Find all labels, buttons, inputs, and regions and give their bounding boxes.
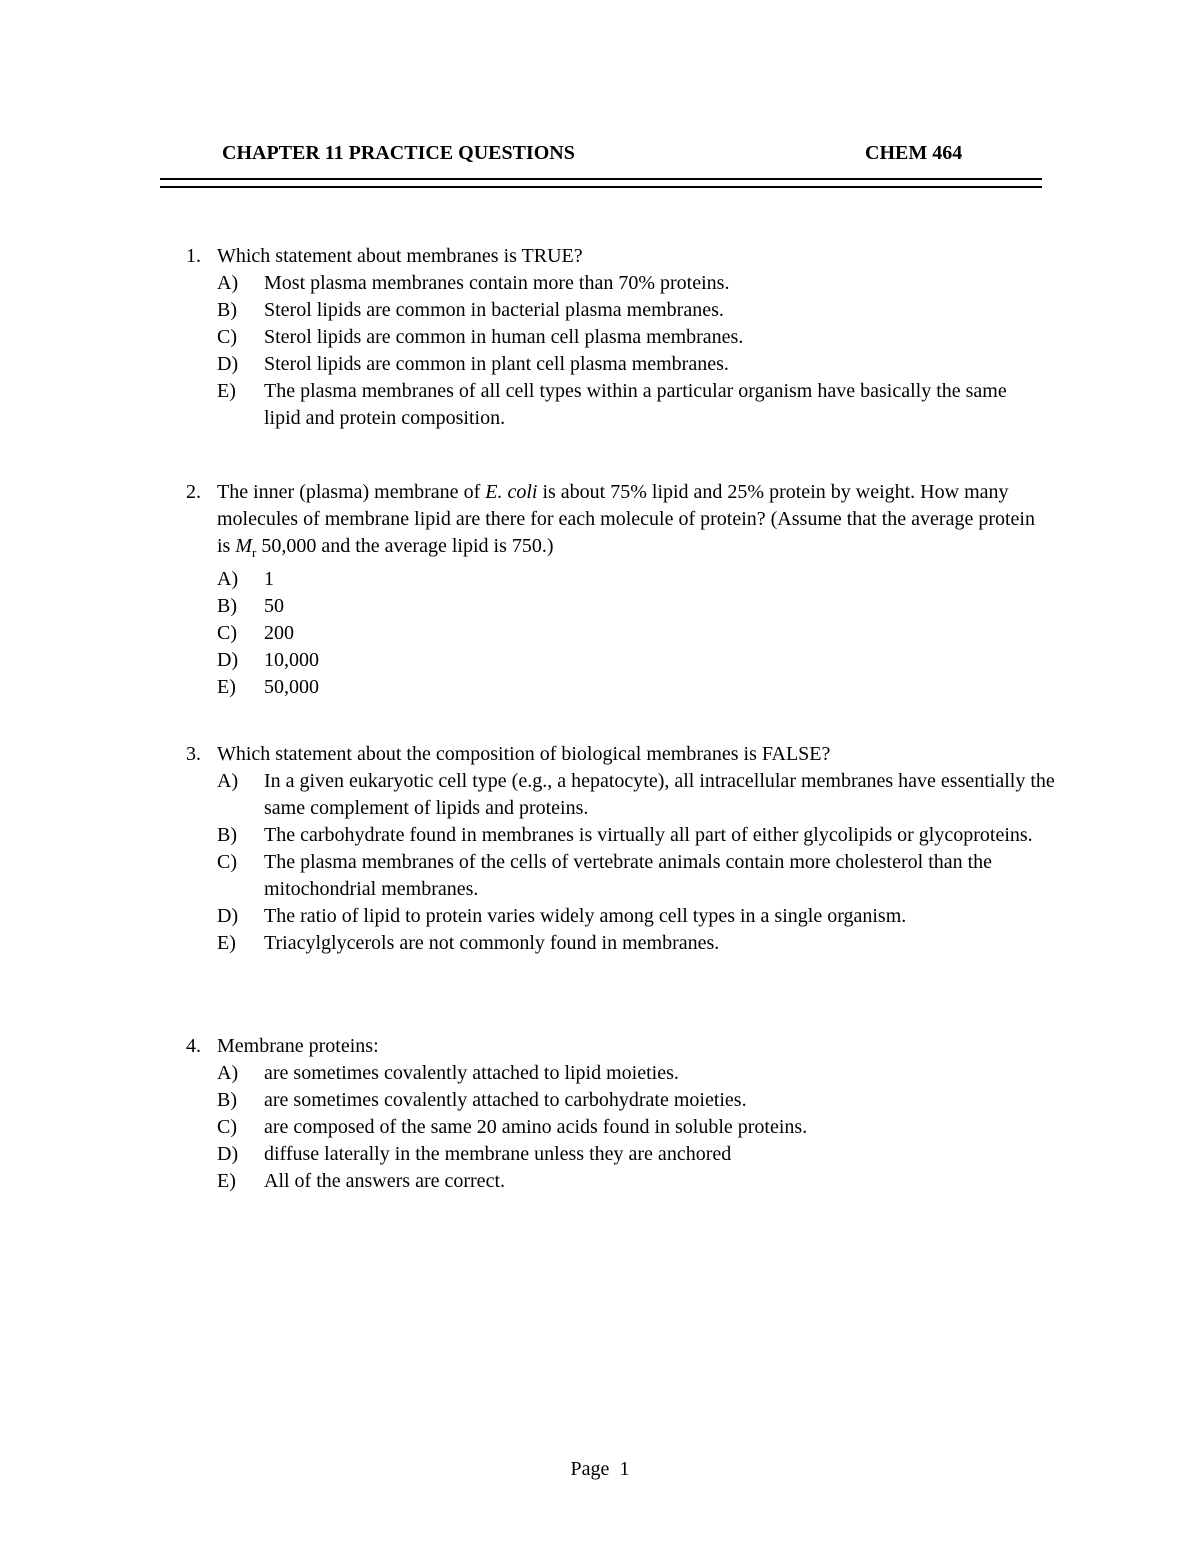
option-letter: B) [217, 299, 237, 321]
option-letter: A) [217, 272, 239, 294]
option-letter: B) [217, 595, 237, 617]
option-letter: B) [217, 1089, 237, 1111]
answer-option [186, 903, 1066, 930]
option-text: are sometimes covalently attached to lipid moieties. [264, 1062, 679, 1084]
question-text-part: is about 75% lipid and 25% protein by weight. How many molecules of membrane lipid are there for each molecule of protein? (Assume that the average protein is [217, 481, 1035, 557]
option-letter: E) [217, 1170, 236, 1192]
option-text: In a given eukaryotic cell type (e.g., a hepatocyte), all intracellular membranes have essentially the same complement of lipids and proteins. [264, 770, 1055, 819]
question-stem [186, 479, 1066, 566]
answer-option [186, 1087, 1066, 1114]
question-number: 1. [186, 245, 201, 267]
answer-options [186, 270, 1066, 432]
question-text: Which statement about membranes is TRUE? [217, 245, 583, 267]
answer-options [186, 768, 1066, 957]
question-1 [186, 243, 1066, 432]
question-stem [186, 243, 1066, 270]
question-text: Which statement about the composition of biological membranes is FALSE? [217, 743, 831, 765]
answer-option [186, 768, 1066, 822]
page-label: Page [570, 1458, 610, 1480]
answer-option [186, 1168, 1066, 1195]
answer-option [186, 647, 1066, 674]
answer-option [186, 930, 1066, 957]
page-number: 1 [619, 1458, 630, 1480]
option-text: The carbohydrate found in membranes is virtually all part of either glycolipids or glycoproteins. [264, 824, 1033, 846]
option-letter: E) [217, 932, 236, 954]
option-letter: A) [217, 568, 239, 590]
question-3 [186, 741, 1066, 957]
question-text: Membrane proteins: [217, 1035, 379, 1057]
answer-option [186, 297, 1066, 324]
relative-mass-subscript: r [252, 545, 257, 560]
option-text: All of the answers are correct. [264, 1170, 505, 1192]
option-letter: C) [217, 1116, 237, 1138]
option-letter: D) [217, 905, 239, 927]
option-letter: E) [217, 676, 236, 698]
option-letter: D) [217, 1143, 239, 1165]
option-text: 50 [264, 595, 284, 617]
answer-option [186, 566, 1066, 593]
answer-option [186, 270, 1066, 297]
option-text: Sterol lipids are common in human cell plasma membranes. [264, 326, 744, 348]
question-2 [186, 479, 1066, 701]
option-text: are composed of the same 20 amino acids found in soluble proteins. [264, 1116, 808, 1138]
option-letter: A) [217, 1062, 239, 1084]
question-stem [186, 1033, 1066, 1060]
option-text: 200 [264, 622, 294, 644]
option-letter: E) [217, 380, 236, 402]
answer-options [186, 566, 1066, 701]
answer-option [186, 1114, 1066, 1141]
document-header [222, 142, 982, 170]
header-double-rule [160, 178, 1042, 188]
option-text: The plasma membranes of the cells of vertebrate animals contain more cholesterol than the mitochondrial membranes. [264, 851, 993, 900]
option-letter: D) [217, 353, 239, 375]
option-text: Sterol lipids are common in plant cell plasma membranes. [264, 353, 729, 375]
answer-option [186, 620, 1066, 647]
answer-option [186, 1141, 1066, 1168]
option-letter: C) [217, 851, 237, 873]
option-text: Most plasma membranes contain more than 70% proteins. [264, 272, 730, 294]
option-text: The ratio of lipid to protein varies widely among cell types in a single organism. [264, 905, 907, 927]
question-4 [186, 1033, 1066, 1195]
option-text: Sterol lipids are common in bacterial plasma membranes. [264, 299, 724, 321]
question-number: 4. [186, 1035, 201, 1057]
answer-option [186, 822, 1066, 849]
option-text: 50,000 [264, 676, 319, 698]
option-text: 1 [264, 568, 274, 590]
answer-option [186, 351, 1066, 378]
answer-option [186, 593, 1066, 620]
question-stem [186, 741, 1066, 768]
relative-mass-symbol: M [235, 535, 253, 557]
answer-option [186, 378, 1066, 432]
question-number: 3. [186, 743, 201, 765]
answer-option [186, 849, 1066, 903]
answer-options [186, 1060, 1066, 1195]
question-number: 2. [186, 481, 201, 503]
answer-option [186, 674, 1066, 701]
option-text: The plasma membranes of all cell types within a particular organism have basically the same lipid and protein composition. [264, 380, 1007, 429]
option-text: Triacylglycerols are not commonly found in membranes. [264, 932, 720, 954]
option-letter: B) [217, 824, 237, 846]
option-letter: A) [217, 770, 239, 792]
option-text: diffuse laterally in the membrane unless they are anchored [264, 1143, 732, 1165]
page-footer [0, 1458, 1200, 1481]
option-letter: C) [217, 326, 237, 348]
question-text-part: The inner (plasma) membrane of [217, 481, 486, 503]
option-letter: C) [217, 622, 237, 644]
question-text-part: 50,000 and the average lipid is 750.) [256, 535, 554, 557]
course-code: CHEM 464 [865, 142, 963, 164]
answer-option [186, 324, 1066, 351]
option-text: are sometimes covalently attached to carbohydrate moieties. [264, 1089, 747, 1111]
answer-option [186, 1060, 1066, 1087]
document-title: CHAPTER 11 PRACTICE QUESTIONS [222, 142, 575, 164]
option-letter: D) [217, 649, 239, 671]
species-name: E. coli [485, 481, 538, 503]
option-text: 10,000 [264, 649, 319, 671]
